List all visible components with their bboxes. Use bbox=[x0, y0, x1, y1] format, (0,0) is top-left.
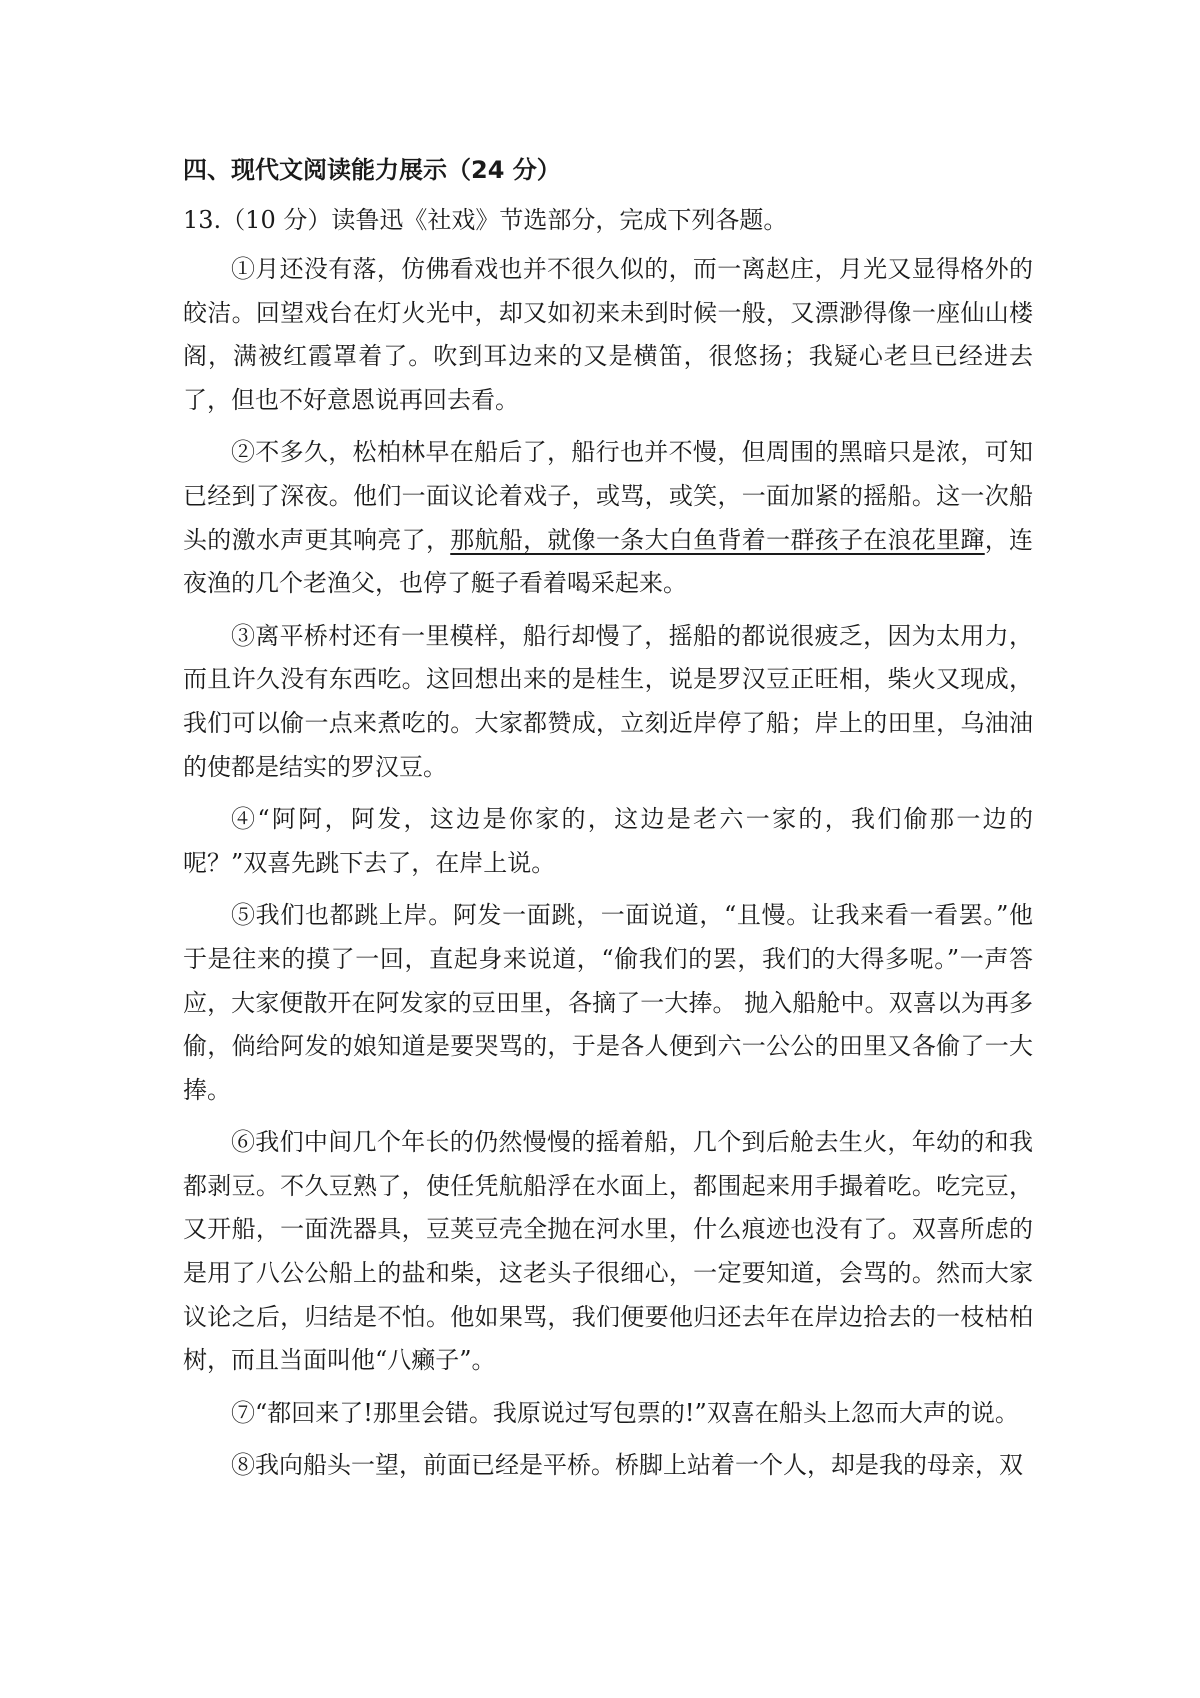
question-points: （10 分） bbox=[221, 206, 332, 234]
passage-paragraph-2-text-after: ，连夜渔的几个老渔父，也停了艇子看着喝采起来。 bbox=[183, 525, 1034, 598]
passage-paragraph-8: ⑧我向船头一望，前面已经是平桥。桥脚上站着一个人，却是我的母亲，双 bbox=[231, 1451, 1023, 1480]
passage-paragraph-2 bbox=[183, 431, 1033, 605]
passage-paragraph-3: ③离平桥村还有一里模样，船行却慢了，摇船的都说很疲乏，因为太用力，而且许久没有东西吃。这回想出来的是桂生，说是罗汉豆正旺相，柴火又现成，我们可以偷一点来煮吃的。大家都赞成，立刻近岸停了船；岸上的田里，乌油油的使都是结实的罗汉豆。 bbox=[183, 621, 1033, 781]
reading-passage bbox=[183, 248, 1033, 1497]
passage-paragraph-4: ④“阿阿，阿发，这边是你家的，这边是老六一家的，我们偷那一边的呢？”双喜先跳下去了，在岸上说。 bbox=[183, 805, 1033, 877]
question-prompt: 读鲁迅《社戏》节选部分，完成下列各题。 bbox=[331, 206, 788, 234]
underlined-sentence: 那航船，就像一条大白鱼背着一群孩子在浪花里蹿 bbox=[450, 525, 985, 554]
passage-paragraph-1: ①月还没有落，仿佛看戏也并不很久似的，而一离赵庄，月光又显得格外的皎洁。回望戏台在灯火光中，却又如初来未到时候一般，又漂渺得像一座仙山楼阁，满被红霞罩着了。吹到耳边来的又是横笛，很悠扬；我疑心老旦已经进去了，但也不好意恩说再回去看。 bbox=[183, 255, 1033, 414]
question-number: 13 bbox=[183, 206, 214, 234]
section-heading: 四、现代文阅读能力展示（24 分） bbox=[183, 156, 561, 184]
question-prompt-line bbox=[183, 204, 787, 236]
passage-paragraph-6: ⑥我们中间几个年长的仍然慢慢的摇着船，几个到后舱去生火，年幼的和我都剥豆。不久豆熟了，使任凭航船浮在水面上，都围起来用手撮着吃。吃完豆，又开船，一面洗器具，豆荚豆壳全抛在河水里，什么痕迹也没有了。双喜所虑的是用了八公公船上的盐和柴，这老头子很细心，一定要知道，会骂的。然而大家议论之后，归结是不怕。他如果骂，我们便要他归还去年在岸边拾去的一枝枯柏树，而且当面叫他“八癞子”。 bbox=[183, 1128, 1033, 1375]
passage-paragraph-5: ⑤我们也都跳上岸。阿发一面跳，一面说道，“且慢。让我来看一看罢。”他于是往来的摸了一回，直起身来说道，“偷我们的罢，我们的大得多呢。”一声答应，大家便散开在阿发家的豆田里，各摘了一大捧。 抛入船舱中。双喜以为再多偷，倘给阿发的娘知道是要哭骂的，于是各人便到六一公公的田里又各偷了一大捧。 bbox=[183, 901, 1033, 1104]
question-separator: . bbox=[213, 206, 222, 234]
passage-paragraph-2-text-before: ②不多久，松柏林早在船后了，船行也并不慢，但周围的黑暗只是浓，可知已经到了深夜。他们一面议论着戏子，或骂，或笑，一面加紧的摇船。这一次船头的激水声更其响亮了， bbox=[183, 438, 1033, 554]
passage-paragraph-7: ⑦“都回来了!那里会错。我原说过写包票的!”双喜在船头上忽而大声的说。 bbox=[231, 1398, 1019, 1427]
